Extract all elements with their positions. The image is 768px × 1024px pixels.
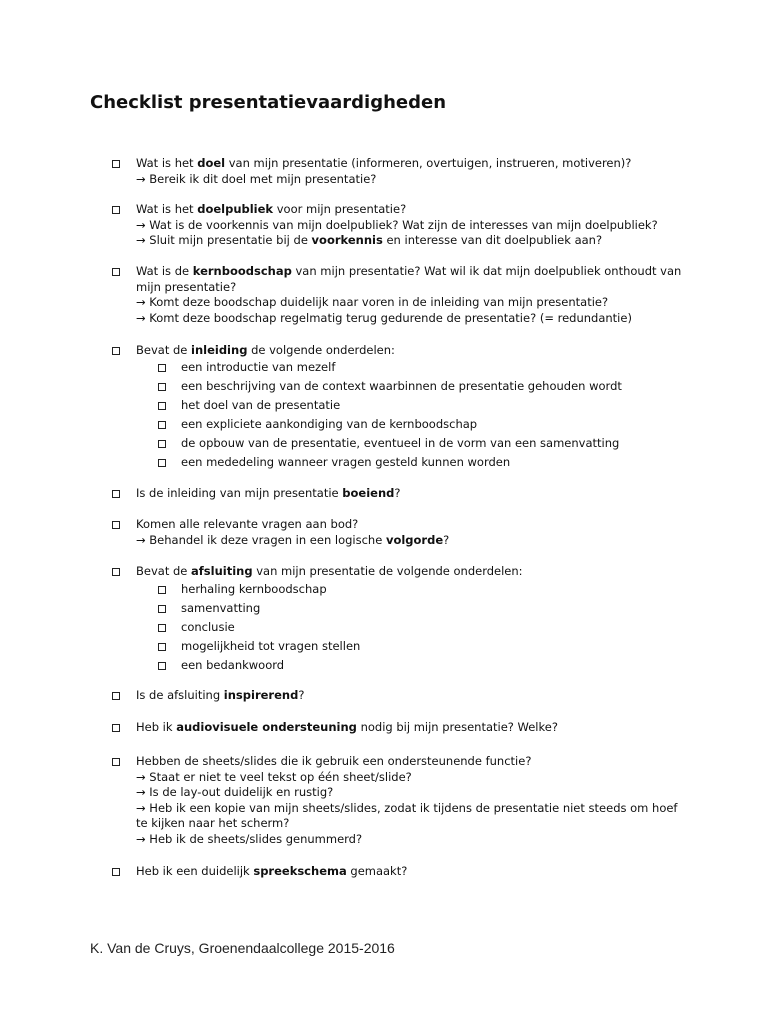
item-line (136, 832, 682, 848)
text-segment: Wat is het (136, 156, 198, 170)
page-title: Checklist presentatievaardigheden (90, 92, 447, 113)
item-line (136, 343, 682, 359)
subitem-label: een expliciete aankondiging van de kernboodschap (181, 417, 478, 431)
text-segment: van mijn presentatie (informeren, overtuigen, instrueren, motiveren)? (225, 156, 632, 170)
text-segment: → Is de lay-out duidelijk en rustig? (136, 785, 334, 800)
text-segment: Is de inleiding van mijn presentatie (136, 486, 343, 500)
checkbox-icon[interactable] (158, 440, 166, 448)
checklist-subitem (158, 436, 678, 452)
text-segment: Wat is de (136, 264, 193, 278)
subitem-label: een mededeling wanneer vragen gesteld kunnen worden (181, 455, 511, 469)
text-segment: → Sluit mijn presentatie bij de (136, 233, 312, 248)
checkbox-icon[interactable] (158, 383, 166, 391)
text-segment: voor mijn presentatie? (273, 202, 407, 216)
subitem-label: een beschrijving van de context waarbinnen de presentatie gehouden wordt (181, 379, 622, 393)
text-segment: van mijn presentatie de volgende onderdelen: (252, 564, 523, 578)
checkbox-icon[interactable] (158, 662, 166, 670)
item-text (136, 688, 682, 704)
checkbox-icon[interactable] (158, 643, 166, 651)
item-line (136, 311, 682, 327)
checklist-subitem (158, 379, 678, 395)
item-line (136, 202, 682, 218)
text-segment: → Komt deze boodschap duidelijk naar voren in de inleiding van mijn presentatie? (136, 295, 609, 310)
item-text (136, 264, 682, 326)
checklist-item (112, 486, 682, 502)
text-segment: ? (443, 532, 450, 547)
item-text (136, 720, 682, 736)
checklist-subitem (158, 455, 678, 471)
bold-keyword: spreekschema (253, 864, 347, 878)
item-line (136, 280, 682, 296)
item-text (136, 156, 682, 187)
text-segment: Bevat de (136, 564, 192, 578)
text-segment: mijn presentatie? (136, 279, 237, 294)
text-segment: Komen alle relevante vragen aan bod? (136, 517, 359, 531)
text-segment: Is de afsluiting (136, 688, 224, 702)
checkbox-icon[interactable] (112, 160, 120, 168)
item-line (136, 533, 682, 549)
checkbox-icon[interactable] (112, 347, 120, 355)
text-segment: van mijn presentatie? Wat wil ik dat mijn doelpubliek onthoudt van (291, 264, 682, 278)
checkbox-icon[interactable] (112, 724, 120, 732)
text-segment: ? (394, 486, 401, 500)
item-line (136, 517, 682, 533)
checkbox-icon[interactable] (158, 364, 166, 372)
text-segment: de volgende onderdelen: (247, 343, 395, 357)
item-line (136, 720, 682, 736)
bold-keyword: inspirerend (223, 688, 299, 702)
checklist-subitem (158, 360, 678, 376)
checkbox-icon[interactable] (112, 692, 120, 700)
subitem-label: een introductie van mezelf (181, 360, 336, 374)
checkbox-icon[interactable] (158, 605, 166, 613)
checklist-item (112, 754, 682, 848)
checklist-subitem (158, 582, 678, 598)
item-text (136, 864, 682, 880)
checklist-subitem (158, 658, 678, 674)
subitem-label: conclusie (181, 620, 235, 634)
item-line (136, 688, 682, 704)
text-segment: Heb ik (136, 720, 177, 734)
checklist-subitem (158, 398, 678, 414)
item-text (136, 202, 682, 249)
item-text (136, 564, 682, 580)
item-text (136, 517, 682, 548)
checkbox-icon[interactable] (112, 758, 120, 766)
item-line (136, 864, 682, 880)
item-line (136, 295, 682, 311)
item-line (136, 801, 682, 817)
bold-keyword: kernboodschap (192, 264, 292, 278)
text-segment: → Heb ik een kopie van mijn sheets/slides, zodat ik tijdens de presentatie niet steeds om hoef (136, 800, 678, 815)
checklist-item (112, 564, 682, 580)
checklist-subitem (158, 639, 678, 655)
text-segment: Wat is het (136, 202, 198, 216)
text-segment: Hebben de sheets/slides die ik gebruik een ondersteunende functie? (136, 754, 532, 768)
text-segment: ? (298, 688, 305, 702)
item-text (136, 343, 682, 359)
bold-keyword: voorkennis (311, 233, 383, 248)
item-line (136, 156, 682, 172)
item-line (136, 754, 682, 770)
checklist-item (112, 264, 682, 326)
checklist-item (112, 720, 682, 736)
item-line (136, 785, 682, 801)
item-line (136, 564, 682, 580)
item-line (136, 816, 682, 832)
checklist-item (112, 343, 682, 359)
subitem-label: samenvatting (181, 601, 261, 615)
checkbox-icon[interactable] (112, 568, 120, 576)
checkbox-icon[interactable] (112, 521, 120, 529)
item-line (136, 233, 682, 249)
checkbox-icon[interactable] (112, 490, 120, 498)
item-line (136, 218, 682, 234)
text-segment: → Wat is de voorkennis van mijn doelpubliek? Wat zijn de interesses van mijn doelpubliek? (136, 217, 658, 232)
item-line (136, 172, 682, 188)
text-segment: → Staat er niet te veel tekst op één sheet/slide? (136, 769, 412, 784)
checkbox-icon[interactable] (158, 402, 166, 410)
subitem-label: herhaling kernboodschap (181, 582, 327, 596)
checklist-item (112, 156, 682, 187)
checkbox-icon[interactable] (158, 421, 166, 429)
bold-keyword: boeiend (342, 486, 395, 500)
checkbox-icon[interactable] (158, 624, 166, 632)
text-segment: Bevat de (136, 343, 192, 357)
text-segment: te kijken naar het scherm? (136, 816, 290, 831)
checkbox-icon[interactable] (112, 206, 120, 214)
text-segment: → Behandel ik deze vragen in een logische (136, 532, 386, 547)
bold-keyword: afsluiting (191, 564, 253, 578)
text-segment: → Komt deze boodschap regelmatig terug gedurende de presentatie? (= redundantie) (136, 310, 632, 325)
checklist-subitem (158, 417, 678, 433)
bold-keyword: volgorde (385, 532, 444, 547)
text-segment: → Bereik ik dit doel met mijn presentatie? (136, 171, 377, 186)
bold-keyword: doel (197, 156, 226, 170)
checkbox-icon[interactable] (158, 459, 166, 467)
bold-keyword: audiovisuele ondersteuning (176, 720, 357, 734)
text-segment: en interesse van dit doelpubliek aan? (382, 233, 603, 248)
text-segment: Heb ik een duidelijk (136, 864, 254, 878)
item-line (136, 770, 682, 786)
checklist-item (112, 202, 682, 249)
text-segment: gemaakt? (346, 864, 408, 878)
item-line (136, 264, 682, 280)
item-line (136, 486, 682, 502)
footer-author: K. Van de Cruys, Groenendaalcollege 2015-2016 (90, 940, 395, 956)
checkbox-icon[interactable] (158, 586, 166, 594)
subitem-label: het doel van de presentatie (181, 398, 341, 412)
bold-keyword: inleiding (191, 343, 248, 357)
subitem-label: mogelijkheid tot vragen stellen (181, 639, 361, 653)
checklist-item (112, 517, 682, 548)
subitem-label: de opbouw van de presentatie, eventueel in de vorm van een samenvatting (181, 436, 620, 450)
checkbox-icon[interactable] (112, 868, 120, 876)
checklist-item (112, 864, 682, 880)
item-text (136, 486, 682, 502)
text-segment: → Heb ik de sheets/slides genummerd? (136, 831, 363, 846)
checkbox-icon[interactable] (112, 268, 120, 276)
checklist-item (112, 688, 682, 704)
text-segment: nodig bij mijn presentatie? Welke? (356, 720, 558, 734)
item-text (136, 754, 682, 848)
bold-keyword: doelpubliek (197, 202, 274, 216)
checklist-subitem (158, 601, 678, 617)
checklist-subitem (158, 620, 678, 636)
subitem-label: een bedankwoord (181, 658, 285, 672)
